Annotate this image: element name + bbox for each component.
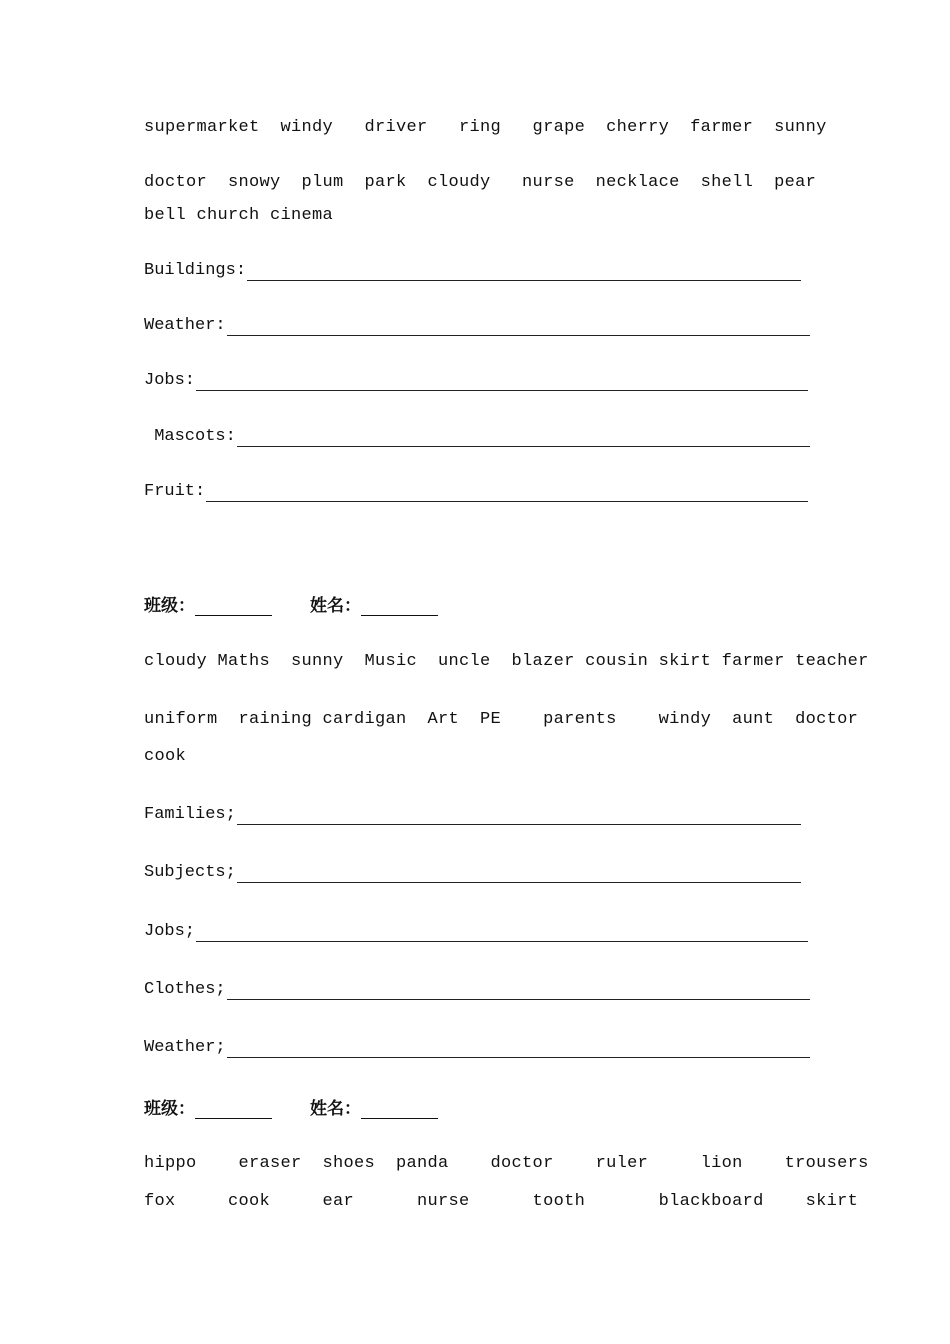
word-bank-line: fox cook ear nurse tooth blackboard skirt bbox=[144, 1192, 859, 1211]
category-row-fruit bbox=[144, 482, 808, 502]
category-row-jobs bbox=[144, 371, 808, 391]
category-label: Jobs: bbox=[144, 371, 196, 390]
name-label: 姓名： bbox=[310, 596, 361, 616]
category-row-weather bbox=[144, 316, 810, 336]
category-label: Clothes; bbox=[144, 980, 226, 999]
name-label: 姓名： bbox=[310, 1099, 361, 1119]
class-label: 班级： bbox=[144, 596, 195, 616]
answer-blank[interactable] bbox=[227, 983, 810, 1000]
answer-blank[interactable] bbox=[227, 319, 810, 336]
word-bank-line: supermarket windy driver ring grape cherry farmer sunny bbox=[144, 118, 827, 137]
class-name-header bbox=[144, 591, 438, 616]
answer-blank[interactable] bbox=[206, 485, 808, 502]
class-blank[interactable] bbox=[195, 597, 272, 616]
name-blank[interactable] bbox=[361, 1100, 438, 1119]
class-name-header bbox=[144, 1094, 438, 1119]
name-blank[interactable] bbox=[361, 597, 438, 616]
answer-blank[interactable] bbox=[227, 1041, 810, 1058]
category-row-mascots bbox=[144, 427, 810, 447]
answer-blank[interactable] bbox=[196, 925, 808, 942]
category-label: Weather: bbox=[144, 316, 226, 335]
word-bank-line: uniform raining cardigan Art PE parents windy aunt doctor bbox=[144, 710, 859, 729]
answer-blank[interactable] bbox=[237, 808, 801, 825]
answer-blank[interactable] bbox=[237, 866, 801, 883]
category-row-subjects bbox=[144, 863, 801, 883]
class-blank[interactable] bbox=[195, 1100, 272, 1119]
word-bank-line: bell church cinema bbox=[144, 206, 334, 225]
category-row-jobs bbox=[144, 922, 808, 942]
category-label: Jobs; bbox=[144, 922, 196, 941]
category-label: Buildings: bbox=[144, 261, 247, 280]
category-row-buildings bbox=[144, 261, 801, 281]
category-label: Weather; bbox=[144, 1038, 226, 1057]
category-label: Fruit: bbox=[144, 482, 206, 501]
category-row-weather bbox=[144, 1038, 810, 1058]
category-row-families bbox=[144, 805, 801, 825]
category-label: Families; bbox=[144, 805, 236, 824]
answer-blank[interactable] bbox=[196, 374, 808, 391]
category-label: Subjects; bbox=[144, 863, 236, 882]
word-bank-line: cloudy Maths sunny Music uncle blazer cousin skirt farmer teacher bbox=[144, 652, 869, 671]
category-label: Mascots: bbox=[144, 427, 236, 446]
category-row-clothes bbox=[144, 980, 810, 1000]
answer-blank[interactable] bbox=[237, 430, 810, 447]
word-bank-line: hippo eraser shoes panda doctor ruler lion trousers bbox=[144, 1154, 869, 1173]
word-bank-line: doctor snowy plum park cloudy nurse necklace shell pear bbox=[144, 173, 817, 192]
answer-blank[interactable] bbox=[247, 264, 801, 281]
class-label: 班级： bbox=[144, 1099, 195, 1119]
word-bank-line: cook bbox=[144, 747, 187, 766]
